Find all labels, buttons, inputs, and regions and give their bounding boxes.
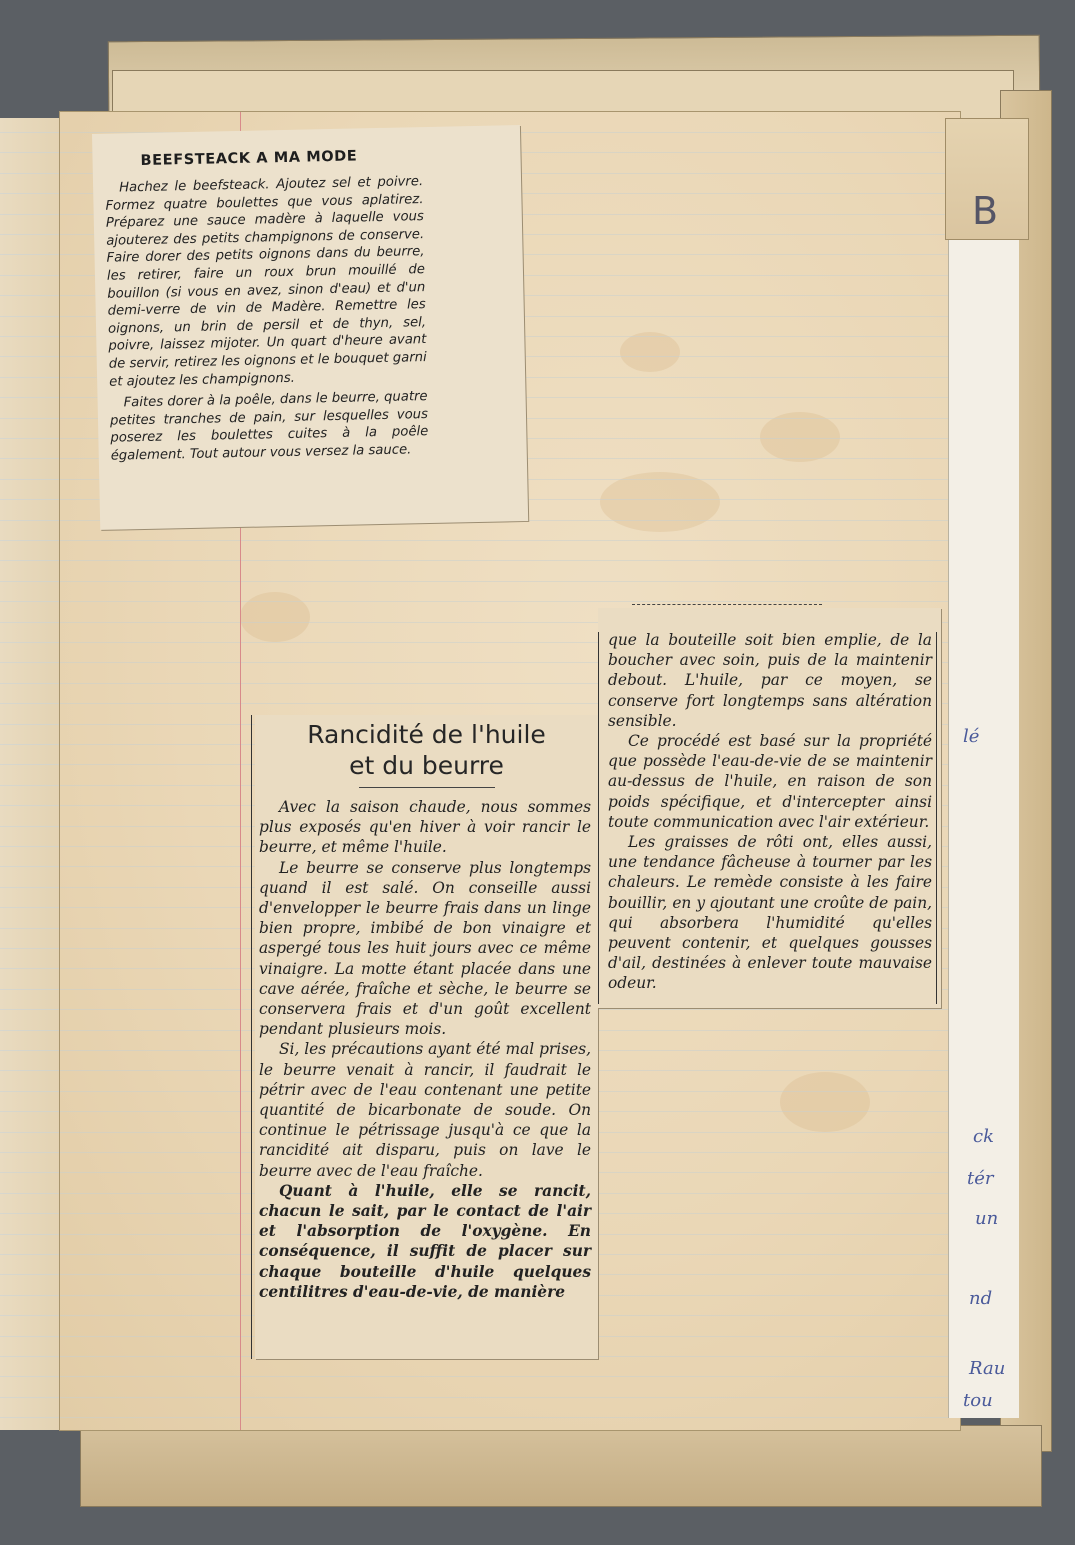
recipe-paragraph: Faites dorer à la poêle, dans le beurre, quatre petites tranches de pain, sur lesquelles vous poserez les boulettes cuites à la poêle également. Tout autour vous versez la sauce.	[109, 389, 429, 464]
ruled-line	[60, 540, 960, 541]
handwriting-fragment: nd	[969, 1288, 993, 1309]
inserted-note-edge	[948, 238, 1019, 1418]
ruled-line	[60, 560, 960, 561]
column-rule	[936, 632, 937, 1004]
article-continuation-clipping	[598, 608, 941, 1008]
handwriting-fragment: lé	[963, 726, 980, 747]
recipe-clipping	[92, 125, 528, 530]
handwriting-fragment: tou	[963, 1390, 993, 1411]
article-continuation-body	[602, 630, 932, 994]
recipe-paragraph: Hachez le beefsteack. Ajoutez sel et poivre. Formez quatre boulettes que vous aplatirez. Préparez une sauce madère à laquelle vous ajouterez des petits champignons de conserve. Faire dorer des petits oignons dans du beurre, les retirer, faire un roux brun mouillé de bouillon (si vous en avez, sinon d'eau) et d'un demi-verre de vin de Madère. Remettre les oignons, un brin de persil et de thyn, sel, poivre, laissez mijoter. Un quart d'heure avant de servir, retirez les oignons et le bouquet garni et ajoutez les champignons.	[105, 174, 427, 390]
cut-line	[632, 604, 822, 605]
article-paragraph: Si, les précautions ayant été mal prises, le beurre venait à rancir, il faudrait le pétrir avec de l'eau contenant une petite quantité de bicarbonate de soude. On continue le pétrissage jusqu'à ce que la rancidité ait disparu, puis on lave le beurre avec de l'eau fraîche.	[259, 1040, 592, 1180]
article-paragraph: Le beurre se conserve plus longtemps quand il est salé. On conseille aussi d'envelopper le beurre frais dans un linge bien propre, imbibé de bon vinaigre et aspergé tous les huit jours avec ce même vinaigre. La motte étant placée dans une cave aérée, fraîche et sèche, le beurre se conservera frais et d'un goût excellent pendant plusieurs mois.	[259, 858, 591, 1039]
handwriting-fragment: un	[975, 1208, 999, 1229]
article-title-line: Rancidité de l'huile	[307, 720, 546, 749]
handwriting-fragment: Rau	[969, 1358, 1006, 1379]
article-body	[259, 797, 591, 1302]
ruled-line	[60, 1376, 960, 1377]
article-title	[255, 719, 598, 781]
ruled-line	[60, 581, 960, 582]
index-tab-letter: B	[972, 189, 999, 233]
ruled-line	[60, 1417, 960, 1418]
handwriting-fragment: tér	[967, 1168, 994, 1189]
index-tab	[945, 118, 1029, 240]
ruled-line	[60, 601, 960, 602]
handwriting-fragment: ck	[973, 1126, 994, 1147]
column-rule	[598, 632, 599, 1004]
article-paragraph: Les graisses de rôti ont, elles aussi, une tendance fâcheuse à tourner par les chaleurs. Le remède consiste à les faire bouillir, en y ajoutant une croûte de pain, qui absorbera l'humidité qu'elles peuvent contenir, et quelques gousses d'ail, destinées à enlever toute mauvaise odeur.	[608, 833, 932, 993]
article-title-line: et du beurre	[349, 751, 504, 780]
article-paragraph: Avec la saison chaude, nous sommes plus exposés qu'en hiver à voir rancir le beurre, et même l'huile.	[259, 798, 591, 857]
recipe-body	[105, 173, 429, 469]
title-underline	[359, 787, 495, 788]
article-paragraph: que la bouteille soit bien emplie, de la boucher avec soin, puis de la maintenir debout. L'huile, par ce moyen, se conserve fort longtemps sans altération sensible.	[608, 631, 932, 730]
ruled-line	[60, 1397, 960, 1398]
page-stack-bottom	[80, 1425, 1042, 1507]
article-clipping	[255, 715, 598, 1359]
article-paragraph: Quant à l'huile, elle se rancit, chacun le sait, par le contact de l'air et l'absorption de l'oxygène. En conséquence, il suffit de placer sur chaque bouteille d'huile quelques centilitres d'eau-de-vie, de manière	[259, 1181, 591, 1301]
article-paragraph: Ce procédé est basé sur la propriété que possède l'eau-de-vie de se maintenir au-dessus de l'huile, en raison de son poids spécifique, et d'intercepter ainsi toute communication avec l'air extérieur.	[608, 732, 932, 831]
recipe-title: BEEFSTEACK A MA MODE	[140, 148, 358, 169]
column-rule	[251, 715, 252, 1359]
